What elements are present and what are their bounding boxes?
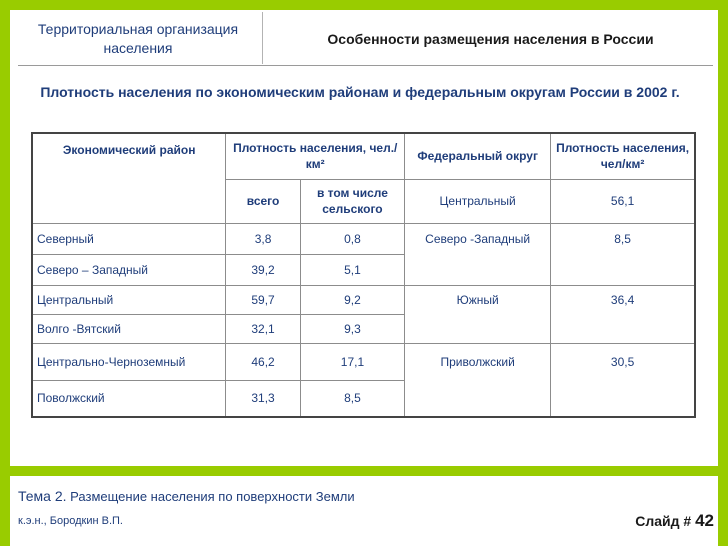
region-name: Центральный	[32, 285, 226, 314]
header-rural: в том числе сельского	[300, 179, 404, 223]
region-rural: 17,1	[300, 343, 404, 380]
footer-topic	[18, 488, 355, 504]
header-underline	[18, 65, 713, 66]
header-section-title: Особенности размещения населения в России	[327, 31, 654, 47]
header-econ-region: Экономический район	[32, 133, 226, 223]
header-federal-district: Федеральный округ	[405, 133, 551, 179]
region-total: 32,1	[226, 314, 300, 343]
slide-label: Слайд #	[635, 513, 692, 529]
header-total: всего	[226, 179, 300, 223]
region-name: Волго -Вятский	[32, 314, 226, 343]
region-rural: 5,1	[300, 254, 404, 285]
header-divider	[262, 12, 263, 64]
top-accent-bar	[0, 0, 728, 10]
region-total: 46,2	[226, 343, 300, 380]
density-table	[31, 132, 696, 418]
footer-topic-label: Тема 2.	[18, 488, 67, 504]
district-density: 56,1	[551, 179, 695, 223]
region-total: 3,8	[226, 223, 300, 254]
district-name: Северо -Западный	[405, 223, 551, 285]
region-rural: 9,2	[300, 285, 404, 314]
district-density: 8,5	[551, 223, 695, 285]
region-rural: 0,8	[300, 223, 404, 254]
footer-author: к.э.н., Бородкин В.П.	[18, 515, 123, 527]
region-name: Северный	[32, 223, 226, 254]
region-total: 59,7	[226, 285, 300, 314]
header-fd-density: Плотность населения, чел/км²	[551, 133, 695, 179]
footer-topic-text: Размещение населения по поверхности Земли	[70, 489, 355, 504]
region-total: 31,3	[226, 380, 300, 417]
region-name: Центрально-Черноземный	[32, 343, 226, 380]
district-name: Южный	[405, 285, 551, 343]
district-density: 30,5	[551, 343, 695, 417]
slide-number-value: 42	[695, 511, 714, 530]
table-row	[32, 343, 695, 380]
region-rural: 9,3	[300, 314, 404, 343]
region-rural: 8,5	[300, 380, 404, 417]
slide-number	[635, 511, 714, 531]
table-row	[32, 223, 695, 254]
table-row	[32, 285, 695, 314]
district-name: Приволжский	[405, 343, 551, 417]
region-name: Северо – Западный	[32, 254, 226, 285]
district-name: Центральный	[405, 179, 551, 223]
header-topic: Территориальная организация населения	[37, 21, 239, 56]
region-name: Поволжский	[32, 380, 226, 417]
district-density: 36,4	[551, 285, 695, 343]
left-accent-bar	[0, 0, 10, 546]
region-total: 39,2	[226, 254, 300, 285]
right-accent-bar	[718, 0, 728, 546]
slide-title: Плотность населения по экономическим районам и федеральным округам России в 2002 г.	[40, 84, 680, 100]
header-density: Плотность населения, чел./км²	[226, 133, 405, 179]
footer-accent-bar	[0, 466, 728, 476]
